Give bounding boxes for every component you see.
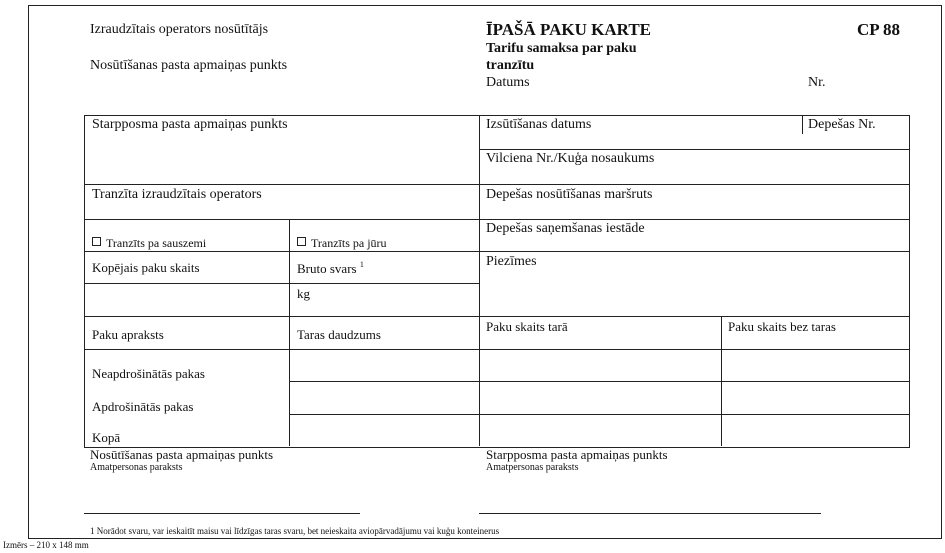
sending-exchange-label: Nosūtīšanas pasta apmaiņas punkts (90, 58, 288, 73)
column-divider (289, 219, 290, 446)
right-signature-title: Starpposma pasta apmaiņas punkts (486, 447, 668, 462)
parcel-description-header: Paku apraksts (92, 327, 164, 342)
column-divider (802, 115, 803, 134)
checkbox-icon (92, 237, 101, 246)
dispatch-number-label: Depešas Nr. (808, 117, 876, 132)
parcels-in-tare-header: Paku skaits tarā (486, 319, 568, 334)
row-divider (84, 184, 909, 185)
total-row-label: Kopā (92, 430, 121, 445)
row-divider (289, 381, 909, 382)
gross-weight-text: Bruto svars (297, 261, 357, 276)
kg-unit-label: kg (297, 286, 310, 301)
row-divider (84, 283, 479, 284)
dispatch-route-label: Depešas nosūtīšanas maršruts (486, 187, 653, 202)
row-divider (84, 349, 909, 350)
date-label: Datums (486, 75, 530, 90)
tare-quantity-header: Taras daudzums (297, 327, 381, 342)
dispatch-date-label: Izsūtīšanas datums (486, 117, 592, 132)
left-signature-line (84, 513, 360, 514)
total-parcels-label: Kopējais paku skaits (92, 260, 200, 275)
transit-land-option (92, 237, 206, 249)
row-divider (289, 414, 909, 415)
form-code: CP 88 (857, 20, 900, 39)
footnote-mark: 1 (359, 260, 364, 269)
transit-sea-label: Tranzīts pa jūru (311, 236, 387, 250)
checkbox-icon (297, 237, 306, 246)
form-subtitle-line1: Tarifu samaksa par paku (486, 41, 637, 56)
row-divider (84, 219, 909, 220)
sending-operator-label: Izraudzītais operators nosūtītājs (90, 22, 269, 37)
left-signature-title: Nosūtīšanas pasta apmaiņas punkts (90, 447, 274, 462)
size-note: Izmērs – 210 x 148 mm (3, 540, 89, 550)
column-divider (479, 115, 480, 446)
row-divider (84, 316, 909, 317)
form-subtitle-line2: tranzītu (486, 58, 535, 73)
number-label: Nr. (808, 75, 826, 90)
intermediate-exchange-label: Starpposma pasta apmaiņas punkts (92, 117, 288, 132)
insured-row-label: Apdrošinātās pakas (92, 399, 194, 414)
column-divider (721, 316, 722, 446)
form-title: ĪPAŠĀ PAKU KARTE (486, 20, 652, 39)
row-divider (84, 251, 909, 252)
train-ship-label: Vilciena Nr./Kuģa nosaukums (486, 151, 655, 166)
transit-sea-option (297, 237, 387, 249)
uninsured-row-label: Neapdrošinātās pakas (92, 366, 205, 381)
footnote-text: 1 Norādot svaru, var ieskaitīt maisu vai līdzīgas taras svaru, bet neieskaita aviopārvadājumu vai kuģu konteinerus (90, 526, 500, 536)
row-divider (479, 149, 909, 150)
transit-land-label: Tranzīts pa sauszemi (106, 236, 207, 250)
right-signature-sub: Amatpersonas paraksts (486, 462, 579, 473)
receiving-office-label: Depešas saņemšanas iestāde (486, 221, 645, 236)
transit-operator-label: Tranzīta izraudzītais operators (92, 187, 262, 202)
remarks-label: Piezīmes (486, 254, 537, 269)
gross-weight-label (297, 261, 364, 275)
right-signature-line (479, 513, 821, 514)
left-signature-sub: Amatpersonas paraksts (90, 462, 183, 473)
parcels-without-tare-header: Paku skaits bez taras (728, 319, 836, 334)
